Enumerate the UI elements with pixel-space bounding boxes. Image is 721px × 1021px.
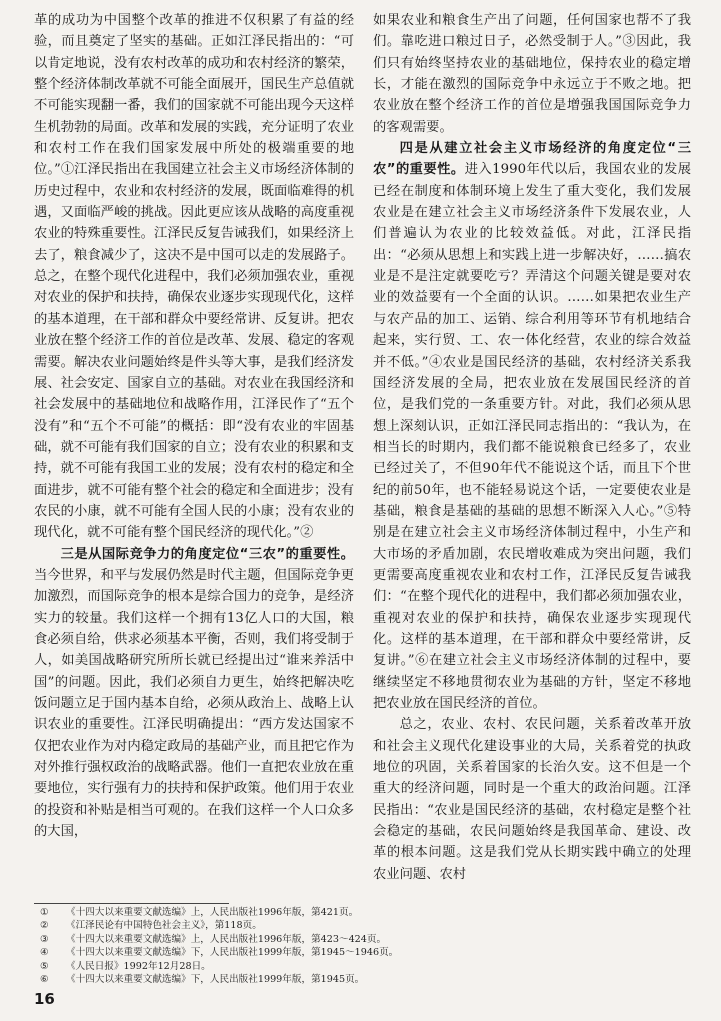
footnote-number: ⑤ <box>40 960 49 972</box>
footnote-text: 《十四大以来重要文献选编》上，人民出版社1996年版，第421页。 <box>66 907 359 918</box>
right-paragraph-3: 总之，农业、农村、农民问题，关系着改革开放和社会主义现代化建设事业的大局，关系着党的执政地位的巩固，关系着国家的长治久安。这不但是一个重大的经济问题，同时是一个重大的政治问题。江泽民指出：“农业是国民经济的基础，农村稳定是整个社会稳定的基础，农民问题始终是我国革命、建设、改革的根本问题。这是我们党从长期实践中确立的处理农业问题、农村 <box>373 717 691 882</box>
right-paragraph-2 <box>373 138 691 714</box>
left-paragraph-2 <box>34 544 354 843</box>
page-number: 16 <box>34 990 55 1008</box>
footnote-number: ③ <box>40 933 49 945</box>
footnote-text: 《十四大以来重要文献选编》上，人民出版社1996年版，第423～424页。 <box>66 933 387 945</box>
footnote-divider <box>34 903 229 904</box>
footnote-number: ① <box>40 907 49 918</box>
footnote <box>40 906 680 919</box>
footnote <box>40 933 680 946</box>
section-heading-3: 三是从国际竞争力的角度定位“三农”的重要性。 <box>60 546 354 562</box>
left-paragraph-1: 革的成功为中国整个改革的推进不仅积累了有益的经验，而且奠定了坚实的基础。正如江泽民指出的：“可以肯定地说，没有农村改革的成功和农村经济的繁荣，整个经济体制改革就不可能全面展开，国民生产总值就不可能实现翻一番，我们的国家就不可能出现今天这样生机勃勃的局面。改革和发展的实践，充分证明了农业和农村工作在我们国家发展中所处的极端重要的地位。”①江泽民指出在我国建立社会主义市场经济体制的历史过程中，农业和农村经济的发展，既面临难得的机遇，又面临严峻的挑战。因此更应该从战略的高度重视农业的特殊重要性。江泽民反复告诫我们，如果经济上去了，粮食减少了，这决不是中国可以走的发展路子。总之，在整个现代化进程中，我们必须加强农业，重视对农业的保护和扶持，确保农业逐步实现现代化，这样的基本道理，在干部和群众中要经常讲、反复讲。把农业放在整个经济工作的首位是改革、发展、稳定的客观需要。解决农业问题始终是件头等大事，是我们经济发展、社会安定、国家自立的基础。对农业在我国经济和社会发展中的基础地位和战略作用，江泽民作了“五个没有”和“五个不可能”的概括：即“没有农业的牢固基础，就不可能有我们国家的自立；没有农业的积累和支持，就不可能有我国工业的发展；没有农村的稳定和全面进步，就不可能有整个社会的稳定和全面进步；没有农民的小康，就不可能有全国人民的小康；没有农业的现代化，就不可能有整个国民经济的现代化。”② <box>34 13 354 541</box>
footnote-number: ② <box>40 920 49 932</box>
footnotes <box>40 906 680 986</box>
section-heading-4: 四是从建立社会主义市场经济的角度定位“三农”的重要性。 <box>373 141 691 178</box>
right-paragraph-1: 如果农业和粮食生产出了问题，任何国家也帮不了我们。靠吃进口粮过日子，必然受制于人。”③因此，我们只有始终坚持农业的基础地位，保持农业的稳定增长，才能在激烈的国际竞争中永远立于不败之地。把农业放在整个经济工作的首位是增强我国国际竞争力的客观需要。 <box>373 13 691 135</box>
footnote <box>40 919 680 932</box>
section-body-3: 当今世界，和平与发展仍然是时代主题，但国际竞争更加激烈，而国际竞争的根本是综合国力的竞争，是经济实力的较量。我们这样一个拥有13亿人口的大国，粮食必须自给，供求必须基本平衡，否则，我们将受制于人，如美国战略研究所所长就已经提出过“谁来养活中国”的问题。因此，我们必须自力更生，始终把解决吃饭问题立足于国内基本自给，必须从政治上、战略上认识农业的重要性。江泽民明确提出：“西方发达国家不仅把农业作为对内稳定政局的基础产业，而且把它作为对外推行强权政治的战略武器。他们一直把农业放在重要地位，实行强有力的扶持和保护政策。他们用于农业的投资和补贴是相当可观的。在我们这样一个人口众多的大国， <box>34 567 354 840</box>
right-column <box>373 10 691 885</box>
footnote-text: 《江泽民论有中国特色社会主义》，第118页。 <box>66 920 262 932</box>
footnote-text: 《十四大以来重要文献选编》下，人民出版社1999年版，第1945页。 <box>66 974 365 986</box>
footnote-text: 《人民日报》1992年12月28日。 <box>66 960 211 972</box>
footnote <box>40 960 680 973</box>
footnote <box>40 946 680 959</box>
footnote-number: ④ <box>40 947 49 959</box>
footnote-text: 《十四大以来重要文献选编》下，人民出版社1999年版，第1945～1946页。 <box>66 947 399 959</box>
footnote-number: ⑥ <box>40 974 49 986</box>
left-column <box>34 10 354 842</box>
footnote <box>40 973 680 986</box>
section-body-4: 进入1990年代以后，我国农业的发展已经在制度和体制环境上发生了重大变化，我们发展农业是在建立社会主义市场经济条件下发展农业，人们普遍认为农业的比较效益低。对此，江泽民指出：“必须从思想上和实践上进一步解决好，……搞农业是不是注定就要吃亏？弄清这个问题关键是要对农业的效益要有一个全面的认识。……如果把农业生产与农产品的加工、运销、综合利用等环节有机地结合起来，实行贸、工、农一体化经营，农业的综合效益并不低。”④农业是国民经济的基础，农村经济关系我国经济发展的全局，把农业放在发展国民经济的首位，是我们党的一条重要方针。对此，我们必须从思想上深刻认识，正如江泽民同志指出的：“我认为，在相当长的时期内，我们都不能说粮食已经多了，农业已经过关了，不但90年代不能说这个话，而且下个世纪的前50年，也不能轻易说这个话，一定要使农业是基础，粮食是基础的基础的思想不断深入人心。”⑤特别是在建立社会主义市场经济体制过程中，小生产和大市场的矛盾加剧，农民增收难成为突出问题，我们更需要高度重视农业和农村工作，江泽民反复告诫我们：“在整个现代化的进程中，我们都必须加强农业，重视对农业的保护和扶持，确保农业逐步实现现代化。这样的基本道理，在干部和群众中要经常讲，反复讲。”⑥在建立社会主义市场经济体制的过程中，要继续坚定不移地贯彻农业为基础的方针，坚定不移地把农业放在国民经济的首位。 <box>373 162 691 711</box>
